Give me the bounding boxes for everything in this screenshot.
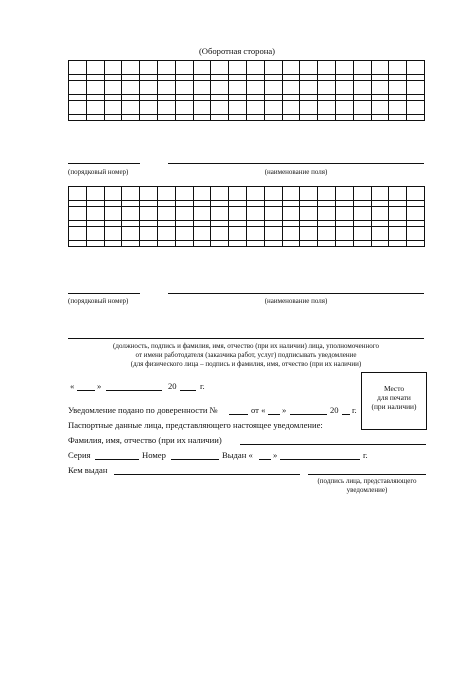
grid-cell bbox=[122, 241, 140, 247]
proxy-year-prefix: 20 bbox=[330, 405, 339, 415]
grid-cell[interactable] bbox=[247, 187, 265, 201]
number-label: Номер bbox=[142, 450, 166, 460]
grid-cell[interactable] bbox=[354, 227, 372, 241]
grid-cell[interactable] bbox=[407, 187, 425, 201]
grid-cell bbox=[372, 241, 390, 247]
grid-cell[interactable] bbox=[105, 61, 123, 75]
grid-cell[interactable] bbox=[407, 61, 425, 75]
page-title: (Оборотная сторона) bbox=[198, 46, 276, 56]
grid-cell[interactable] bbox=[265, 101, 283, 115]
grid-cell[interactable] bbox=[140, 187, 158, 201]
grid-cell bbox=[87, 241, 105, 247]
grid-cell[interactable] bbox=[300, 227, 318, 241]
grid-cell[interactable] bbox=[265, 81, 283, 95]
grid-cell[interactable] bbox=[407, 207, 425, 221]
stamp-line-2: для печати bbox=[377, 393, 411, 402]
grid-cell[interactable] bbox=[211, 187, 229, 201]
proxy-day-field[interactable] bbox=[268, 414, 280, 415]
grid-cell[interactable] bbox=[122, 81, 140, 95]
grid-cell bbox=[318, 241, 336, 247]
grid-cell bbox=[389, 115, 407, 121]
grid-cell[interactable] bbox=[336, 207, 354, 221]
grid-cell[interactable] bbox=[69, 187, 87, 201]
grid-cell[interactable] bbox=[318, 207, 336, 221]
grid-cell bbox=[283, 115, 301, 121]
proxy-year-suffix: г. bbox=[352, 405, 357, 415]
grid-cell[interactable] bbox=[176, 187, 194, 201]
grid-cell[interactable] bbox=[87, 227, 105, 241]
grid-cell[interactable] bbox=[283, 101, 301, 115]
proxy-year-field[interactable] bbox=[342, 414, 350, 415]
grid-cell bbox=[158, 241, 176, 247]
series-field[interactable] bbox=[95, 459, 139, 460]
grid-cell[interactable] bbox=[158, 81, 176, 95]
grid-cell[interactable] bbox=[158, 101, 176, 115]
grid-cell[interactable] bbox=[372, 187, 390, 201]
grid-cell bbox=[300, 115, 318, 121]
date-month-field[interactable] bbox=[106, 390, 162, 391]
character-grid-1 bbox=[68, 60, 425, 121]
grid-cell[interactable] bbox=[318, 101, 336, 115]
grid-cell[interactable] bbox=[105, 101, 123, 115]
grid-cell[interactable] bbox=[283, 81, 301, 95]
grid-cell[interactable] bbox=[176, 81, 194, 95]
grid-cell[interactable] bbox=[194, 227, 212, 241]
grid-cell[interactable] bbox=[265, 61, 283, 75]
grid-cell[interactable] bbox=[247, 61, 265, 75]
grid-cell[interactable] bbox=[247, 207, 265, 221]
character-grid-2 bbox=[68, 186, 425, 247]
grid-cell bbox=[69, 241, 87, 247]
grid-cell[interactable] bbox=[140, 207, 158, 221]
grid-cell bbox=[389, 241, 407, 247]
grid-cell[interactable] bbox=[265, 187, 283, 201]
grid-cell[interactable] bbox=[158, 227, 176, 241]
grid-cell[interactable] bbox=[247, 227, 265, 241]
grid-cell[interactable] bbox=[354, 207, 372, 221]
grid-cell bbox=[265, 115, 283, 121]
grid-cell bbox=[247, 115, 265, 121]
issued-by-field[interactable] bbox=[114, 474, 300, 475]
grid-cell[interactable] bbox=[336, 61, 354, 75]
grid-cell[interactable] bbox=[87, 207, 105, 221]
grid-cell[interactable] bbox=[354, 81, 372, 95]
grid-cell bbox=[229, 115, 247, 121]
grid-cell bbox=[229, 241, 247, 247]
grid-cell[interactable] bbox=[300, 61, 318, 75]
stamp-line-3: (при наличии) bbox=[371, 402, 417, 411]
grid-cell[interactable] bbox=[176, 227, 194, 241]
grid-cell[interactable] bbox=[194, 187, 212, 201]
signature-line bbox=[68, 338, 424, 339]
grid-cell bbox=[283, 241, 301, 247]
grid-cell[interactable] bbox=[372, 81, 390, 95]
grid-cell[interactable] bbox=[336, 101, 354, 115]
grid-cell[interactable] bbox=[158, 61, 176, 75]
grid-cell[interactable] bbox=[283, 187, 301, 201]
date-day-field[interactable] bbox=[77, 390, 95, 391]
grid-cell[interactable] bbox=[283, 61, 301, 75]
stamp-box bbox=[361, 372, 427, 430]
grid-cell[interactable] bbox=[389, 207, 407, 221]
grid-cell[interactable] bbox=[69, 227, 87, 241]
issued-month-field[interactable] bbox=[280, 459, 360, 460]
grid-cell[interactable] bbox=[105, 227, 123, 241]
grid-cell[interactable] bbox=[336, 227, 354, 241]
grid-cell[interactable] bbox=[229, 61, 247, 75]
proxy-number-field[interactable] bbox=[229, 414, 248, 415]
issued-close-quote: » bbox=[273, 450, 278, 460]
grid-cell[interactable] bbox=[300, 187, 318, 201]
grid-cell[interactable] bbox=[354, 61, 372, 75]
grid-cell[interactable] bbox=[283, 227, 301, 241]
signer-caption-1: (подпись лица, представляющего bbox=[317, 477, 417, 485]
grid-cell[interactable] bbox=[194, 81, 212, 95]
grid-cell[interactable] bbox=[229, 101, 247, 115]
grid-cell[interactable] bbox=[194, 101, 212, 115]
grid-cell[interactable] bbox=[122, 101, 140, 115]
grid-cell[interactable] bbox=[140, 61, 158, 75]
grid-cell[interactable] bbox=[140, 227, 158, 241]
grid-cell bbox=[372, 115, 390, 121]
number-caption-2: (порядковый номер) bbox=[68, 297, 129, 305]
proxy-close-quote: » bbox=[282, 405, 287, 415]
grid-cell[interactable] bbox=[407, 81, 425, 95]
grid-cell[interactable] bbox=[140, 81, 158, 95]
proxy-label: Уведомление подано по доверенности № bbox=[68, 405, 218, 415]
signer-caption-2: уведомление) bbox=[346, 486, 388, 494]
grid-cell bbox=[300, 241, 318, 247]
grid-cell[interactable] bbox=[389, 81, 407, 95]
date-year-prefix: 20 bbox=[168, 381, 177, 391]
grid-cell[interactable] bbox=[336, 81, 354, 95]
grid-cell[interactable] bbox=[122, 61, 140, 75]
grid-cell[interactable] bbox=[318, 227, 336, 241]
grid-cell[interactable] bbox=[87, 61, 105, 75]
grid-cell[interactable] bbox=[69, 61, 87, 75]
grid-cell[interactable] bbox=[87, 187, 105, 201]
grid-cell[interactable] bbox=[87, 101, 105, 115]
grid-cell[interactable] bbox=[407, 227, 425, 241]
grid-cell bbox=[194, 241, 212, 247]
grid-cell[interactable] bbox=[229, 187, 247, 201]
signature-caption-1: (должность, подпись и фамилия, имя, отчество (при их наличии) лица, уполномоченного bbox=[113, 342, 379, 350]
grid-cell[interactable] bbox=[122, 207, 140, 221]
fio-label: Фамилия, имя, отчество (при их наличии) bbox=[68, 435, 222, 445]
grid-cell[interactable] bbox=[300, 81, 318, 95]
grid-cell bbox=[176, 115, 194, 121]
grid-cell[interactable] bbox=[283, 207, 301, 221]
name-line-2 bbox=[168, 293, 424, 294]
issued-year-suffix: г. bbox=[363, 450, 368, 460]
grid-cell bbox=[318, 115, 336, 121]
grid-cell[interactable] bbox=[105, 207, 123, 221]
number-line-2 bbox=[68, 293, 140, 294]
passport-heading: Паспортные данные лица, представляющего настоящее уведомление: bbox=[68, 420, 323, 430]
proxy-month-field[interactable] bbox=[290, 414, 327, 415]
grid-cell[interactable] bbox=[318, 187, 336, 201]
grid-cell bbox=[176, 241, 194, 247]
name-line-1 bbox=[168, 163, 424, 164]
grid-cell[interactable] bbox=[318, 61, 336, 75]
number-caption-1: (порядковый номер) bbox=[68, 168, 129, 176]
grid-cell[interactable] bbox=[389, 227, 407, 241]
grid-cell[interactable] bbox=[211, 81, 229, 95]
grid-cell bbox=[407, 241, 425, 247]
grid-cell[interactable] bbox=[318, 81, 336, 95]
number-line-1 bbox=[68, 163, 140, 164]
grid-cell[interactable] bbox=[389, 187, 407, 201]
grid-cell bbox=[407, 115, 425, 121]
grid-cell bbox=[211, 241, 229, 247]
issued-by-label: Кем выдан bbox=[68, 465, 108, 475]
grid-cell[interactable] bbox=[229, 227, 247, 241]
grid-cell[interactable] bbox=[158, 207, 176, 221]
grid-cell[interactable] bbox=[247, 81, 265, 95]
grid-cell[interactable] bbox=[372, 227, 390, 241]
grid-cell[interactable] bbox=[140, 101, 158, 115]
grid-cell[interactable] bbox=[389, 101, 407, 115]
grid-cell bbox=[105, 241, 123, 247]
stamp-line-1: Место bbox=[383, 384, 405, 393]
grid-cell[interactable] bbox=[69, 101, 87, 115]
grid-cell[interactable] bbox=[211, 207, 229, 221]
grid-cell[interactable] bbox=[69, 207, 87, 221]
fio-field[interactable] bbox=[240, 444, 426, 445]
grid-cell[interactable] bbox=[211, 227, 229, 241]
grid-cell[interactable] bbox=[300, 101, 318, 115]
date-open-quote: « bbox=[70, 381, 75, 391]
grid-cell[interactable] bbox=[105, 187, 123, 201]
grid-cell bbox=[158, 115, 176, 121]
grid-cell[interactable] bbox=[211, 101, 229, 115]
grid-cell[interactable] bbox=[194, 207, 212, 221]
grid-cell bbox=[336, 115, 354, 121]
series-label: Серия bbox=[68, 450, 91, 460]
signer-signature-line[interactable] bbox=[308, 474, 426, 475]
grid-cell[interactable] bbox=[69, 81, 87, 95]
grid-cell bbox=[211, 115, 229, 121]
name-caption-1: (наименование поля) bbox=[264, 168, 328, 176]
grid-cell[interactable] bbox=[87, 81, 105, 95]
number-field[interactable] bbox=[171, 459, 219, 460]
name-caption-2: (наименование поля) bbox=[264, 297, 328, 305]
grid-cell bbox=[140, 241, 158, 247]
grid-cell[interactable] bbox=[265, 227, 283, 241]
date-close-quote: » bbox=[97, 381, 102, 391]
grid-cell[interactable] bbox=[372, 207, 390, 221]
grid-cell bbox=[265, 241, 283, 247]
grid-cell[interactable] bbox=[122, 227, 140, 241]
grid-cell bbox=[354, 115, 372, 121]
issued-label: Выдан « bbox=[222, 450, 253, 460]
date-year-field[interactable] bbox=[180, 390, 196, 391]
grid-cell[interactable] bbox=[194, 61, 212, 75]
grid-cell bbox=[140, 115, 158, 121]
grid-cell[interactable] bbox=[122, 187, 140, 201]
grid-cell[interactable] bbox=[211, 61, 229, 75]
grid-cell[interactable] bbox=[229, 81, 247, 95]
signature-caption-2: от имени работодателя (заказчика работ, услуг) подписывать уведомление bbox=[135, 351, 357, 359]
grid-cell[interactable] bbox=[105, 81, 123, 95]
grid-cell[interactable] bbox=[354, 187, 372, 201]
grid-cell[interactable] bbox=[265, 207, 283, 221]
grid-cell[interactable] bbox=[176, 207, 194, 221]
proxy-from-label: от « bbox=[251, 405, 266, 415]
grid-cell[interactable] bbox=[336, 187, 354, 201]
grid-cell[interactable] bbox=[247, 101, 265, 115]
grid-cell[interactable] bbox=[229, 207, 247, 221]
grid-cell[interactable] bbox=[300, 207, 318, 221]
signature-caption-3: (для физического лица – подпись и фамилия, имя, отчество (при их наличии) bbox=[130, 360, 362, 368]
date-year-suffix: г. bbox=[200, 381, 205, 391]
grid-cell bbox=[69, 115, 87, 121]
grid-cell bbox=[105, 115, 123, 121]
grid-cell bbox=[354, 241, 372, 247]
grid-cell[interactable] bbox=[389, 61, 407, 75]
grid-cell[interactable] bbox=[176, 101, 194, 115]
issued-day-field[interactable] bbox=[259, 459, 271, 460]
grid-cell bbox=[87, 115, 105, 121]
grid-cell bbox=[336, 241, 354, 247]
grid-cell bbox=[247, 241, 265, 247]
grid-cell[interactable] bbox=[354, 101, 372, 115]
grid-cell[interactable] bbox=[372, 101, 390, 115]
grid-cell[interactable] bbox=[158, 187, 176, 201]
grid-cell bbox=[122, 115, 140, 121]
grid-cell bbox=[194, 115, 212, 121]
grid-cell[interactable] bbox=[372, 61, 390, 75]
grid-cell[interactable] bbox=[176, 61, 194, 75]
grid-cell[interactable] bbox=[407, 101, 425, 115]
